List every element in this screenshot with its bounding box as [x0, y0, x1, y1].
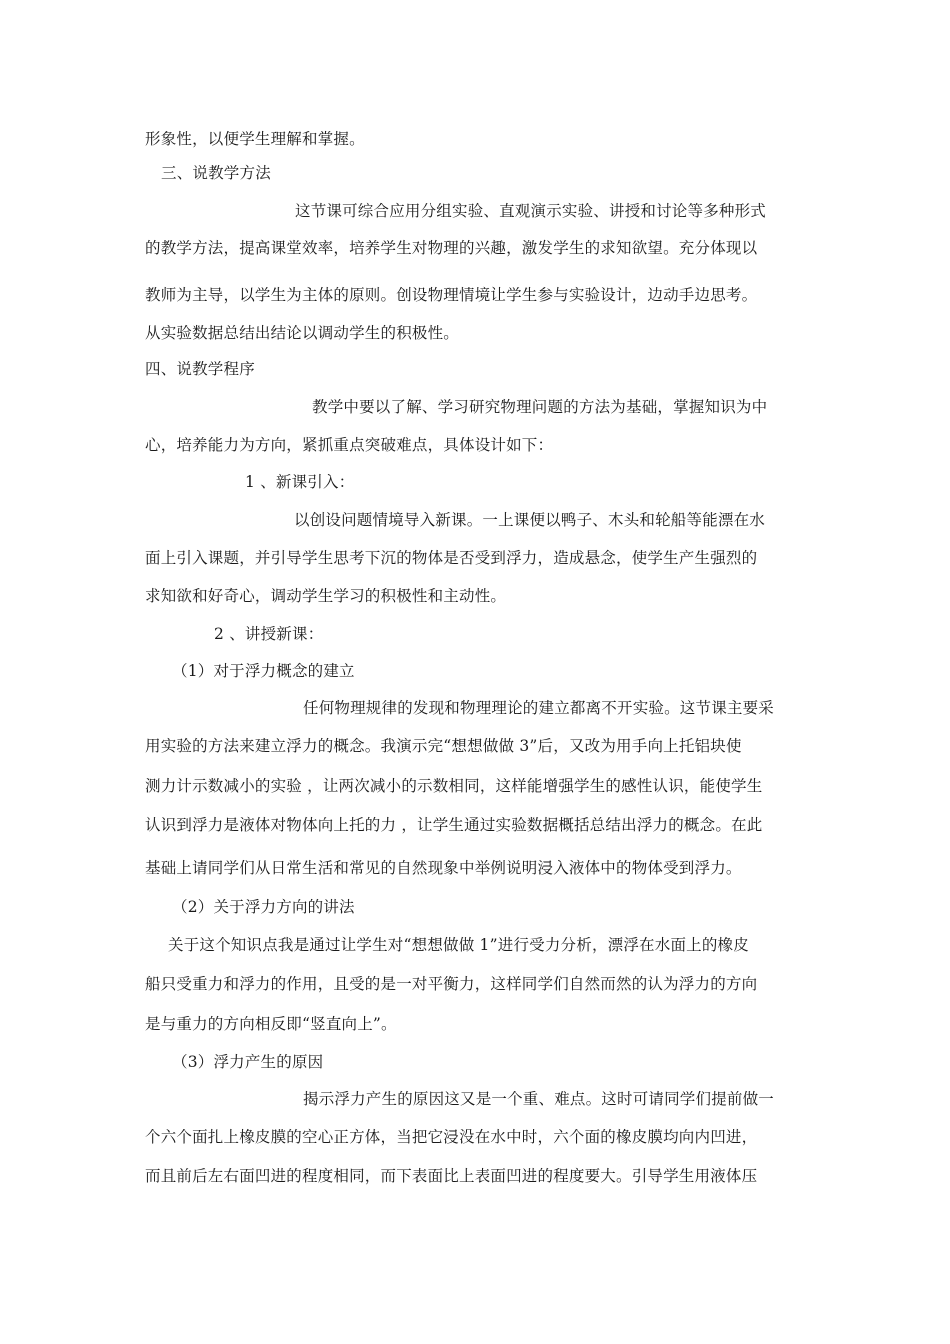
section-heading: 四、说教学程序: [145, 360, 255, 378]
paragraph-line: 测力计示数减小的实验 ，让两次减小的示数相同，这样能增强学生的感性认识，能使学生: [145, 777, 763, 795]
paragraph-line: 基础上请同学们从日常生活和常见的自然现象中举例说明浸入液体中的物体受到浮力。: [145, 859, 742, 877]
paragraph-line: 求知欲和好奇心，调动学生学习的积极性和主动性。: [145, 587, 507, 605]
paragraph-line: 认识到浮力是液体对物体向上托的力 ，让学生通过实验数据概括总结出浮力的概念。在此: [145, 816, 763, 834]
paragraph-line: 这节课可综合应用分组实验、直观演示实验、讲授和讨论等多种形式: [295, 202, 767, 220]
paragraph-line: 任何物理规律的发现和物理理论的建立都离不开实验。这节课主要采: [303, 699, 775, 717]
paragraph-line: 揭示浮力产生的原因这又是一个重、难点。这时可请同学们提前做一: [303, 1090, 775, 1108]
subsection-heading: （3）浮力产生的原因: [172, 1053, 324, 1071]
paragraph-line: 是与重力的方向相反即“竖直向上”。: [145, 1015, 397, 1033]
paragraph-line: 教师为主导，以学生为主体的原则。创设物理情境让学生参与实验设计，边动手边思考。: [145, 286, 758, 304]
paragraph-line: 个六个面扎上橡皮膜的空心正方体，当把它浸没在水中时，六个面的橡皮膜均向内凹进，: [145, 1128, 758, 1146]
paragraph-line: 船只受重力和浮力的作用，且受的是一对平衡力，这样同学们自然而然的认为浮力的方向: [145, 975, 758, 993]
paragraph-line: 而且前后左右面凹进的程度相同，而下表面比上表面凹进的程度要大。引导学生用液体压: [145, 1167, 758, 1185]
paragraph-line: 的教学方法，提高课堂效率，培养学生对物理的兴趣，激发学生的求知欲望。充分体现以: [145, 239, 758, 257]
paragraph-line: 关于这个知识点我是通过让学生对“想想做做 1”进行受力分析，漂浮在水面上的橡皮: [168, 936, 749, 954]
subsection-heading: 2 、讲授新课：: [214, 625, 324, 643]
subsection-heading: （1）对于浮力概念的建立: [172, 662, 355, 680]
subsection-heading: （2）关于浮力方向的讲法: [172, 898, 355, 916]
paragraph-line: 形象性，以便学生理解和掌握。: [145, 130, 365, 148]
paragraph-line: 教学中要以了解、学习研究物理问题的方法为基础，掌握知识为中: [312, 398, 768, 416]
paragraph-line: 面上引入课题，并引导学生思考下沉的物体是否受到浮力，造成悬念，使学生产生强烈的: [145, 549, 758, 567]
paragraph-line: 从实验数据总结出结论以调动学生的积极性。: [145, 324, 460, 342]
paragraph-line: 用实验的方法来建立浮力的概念。我演示完“想想做做 3”后，又改为用手向上托铝块使: [145, 737, 742, 755]
section-heading: 三、说教学方法: [161, 164, 271, 182]
paragraph-line: 心，培养能力为方向，紧抓重点突破难点，具体设计如下：: [145, 436, 554, 454]
subsection-heading: 1 、新课引入：: [245, 473, 355, 491]
paragraph-line: 以创设问题情境导入新课。一上课便以鸭子、木头和轮船等能漂在水: [294, 511, 766, 529]
